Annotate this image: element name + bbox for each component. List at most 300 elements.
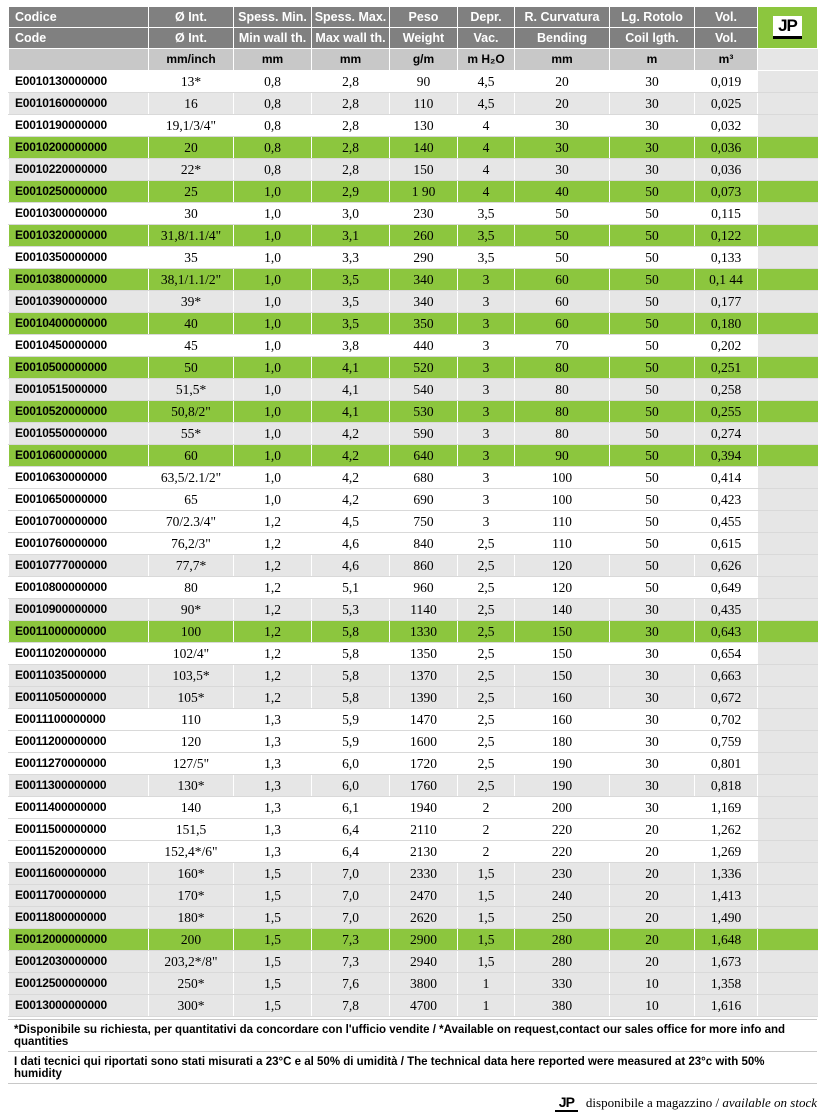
volume-cell: 0,036	[695, 159, 758, 181]
coil-length-cell: 30	[610, 159, 695, 181]
inner-diameter-cell: 120	[149, 731, 234, 753]
coil-length-cell: 30	[610, 115, 695, 137]
table-row	[9, 819, 818, 841]
max-wall-thickness-cell: 6,0	[312, 775, 390, 797]
coil-length-cell: 30	[610, 137, 695, 159]
volume-cell: 0,122	[695, 225, 758, 247]
weight-cell: 1370	[390, 665, 458, 687]
product-code-cell: E0010190000000	[9, 115, 149, 137]
header-max-thickness-it: Spess. Max.	[312, 7, 390, 28]
volume-cell: 0,615	[695, 533, 758, 555]
product-code-cell: E0011300000000	[9, 775, 149, 797]
weight-cell: 340	[390, 269, 458, 291]
coil-length-cell: 20	[610, 907, 695, 929]
weight-cell: 150	[390, 159, 458, 181]
vacuum-cell: 2,5	[458, 753, 515, 775]
weight-cell: 1940	[390, 797, 458, 819]
weight-cell: 290	[390, 247, 458, 269]
inner-diameter-cell: 40	[149, 313, 234, 335]
table-row	[9, 687, 818, 709]
brand-logo-cell	[758, 7, 818, 49]
row-spacer	[758, 511, 818, 533]
product-code-cell: E0010630000000	[9, 467, 149, 489]
vacuum-cell: 1	[458, 995, 515, 1017]
row-spacer	[758, 379, 818, 401]
coil-length-cell: 20	[610, 885, 695, 907]
max-wall-thickness-cell: 6,1	[312, 797, 390, 819]
min-wall-thickness-cell: 0,8	[234, 137, 312, 159]
inner-diameter-cell: 102/4"	[149, 643, 234, 665]
weight-cell: 2330	[390, 863, 458, 885]
weight-cell: 860	[390, 555, 458, 577]
header-weight-en: Weight	[390, 28, 458, 49]
coil-length-cell: 50	[610, 577, 695, 599]
product-code-cell: E0011035000000	[9, 665, 149, 687]
row-spacer	[758, 115, 818, 137]
weight-cell: 750	[390, 511, 458, 533]
volume-cell: 0,759	[695, 731, 758, 753]
inner-diameter-cell: 200	[149, 929, 234, 951]
header-volume-en: Vol.	[695, 28, 758, 49]
vacuum-cell: 2,5	[458, 533, 515, 555]
bending-radius-cell: 380	[515, 995, 610, 1017]
coil-length-cell: 50	[610, 445, 695, 467]
footnote-availability: *Disponibile su richiesta, per quantitativi da concordare con l'ufficio vendite / *Available on request,contact our sales office for more info and quantities	[8, 1019, 817, 1052]
vacuum-cell: 3	[458, 511, 515, 533]
unit-spacer	[758, 49, 818, 71]
weight-cell: 680	[390, 467, 458, 489]
product-code-cell: E0010390000000	[9, 291, 149, 313]
stock-legend-it: disponibile a magazzino	[585, 1095, 713, 1110]
min-wall-thickness-cell: 1,2	[234, 621, 312, 643]
inner-diameter-cell: 90*	[149, 599, 234, 621]
max-wall-thickness-cell: 4,6	[312, 533, 390, 555]
min-wall-thickness-cell: 1,2	[234, 533, 312, 555]
volume-cell: 0,177	[695, 291, 758, 313]
unit-bending: mm	[515, 49, 610, 71]
bending-radius-cell: 160	[515, 709, 610, 731]
weight-cell: 640	[390, 445, 458, 467]
row-spacer	[758, 643, 818, 665]
vacuum-cell: 3	[458, 357, 515, 379]
volume-cell: 1,413	[695, 885, 758, 907]
product-code-cell: E0013000000000	[9, 995, 149, 1017]
bending-radius-cell: 150	[515, 665, 610, 687]
max-wall-thickness-cell: 6,4	[312, 841, 390, 863]
min-wall-thickness-cell: 1,0	[234, 401, 312, 423]
table-row	[9, 555, 818, 577]
row-spacer	[758, 313, 818, 335]
row-spacer	[758, 907, 818, 929]
table-row	[9, 709, 818, 731]
inner-diameter-cell: 50,8/2"	[149, 401, 234, 423]
coil-length-cell: 20	[610, 841, 695, 863]
volume-cell: 1,673	[695, 951, 758, 973]
stock-legend-separator: /	[712, 1095, 723, 1110]
product-code-cell: E0011050000000	[9, 687, 149, 709]
header-code-it: Codice	[9, 7, 149, 28]
bending-radius-cell: 190	[515, 775, 610, 797]
inner-diameter-cell: 13*	[149, 71, 234, 93]
volume-cell: 1,269	[695, 841, 758, 863]
table-row	[9, 489, 818, 511]
product-code-cell: E0012500000000	[9, 973, 149, 995]
weight-cell: 230	[390, 203, 458, 225]
bending-radius-cell: 250	[515, 907, 610, 929]
min-wall-thickness-cell: 1,3	[234, 753, 312, 775]
weight-cell: 1 90	[390, 181, 458, 203]
bending-radius-cell: 150	[515, 643, 610, 665]
max-wall-thickness-cell: 3,8	[312, 335, 390, 357]
inner-diameter-cell: 70/2.3/4"	[149, 511, 234, 533]
coil-length-cell: 50	[610, 335, 695, 357]
product-code-cell: E0010800000000	[9, 577, 149, 599]
vacuum-cell: 1,5	[458, 951, 515, 973]
min-wall-thickness-cell: 0,8	[234, 115, 312, 137]
inner-diameter-cell: 19,1/3/4"	[149, 115, 234, 137]
table-row	[9, 533, 818, 555]
row-spacer	[758, 709, 818, 731]
weight-cell: 350	[390, 313, 458, 335]
max-wall-thickness-cell: 2,8	[312, 115, 390, 137]
vacuum-cell: 3	[458, 401, 515, 423]
weight-cell: 1140	[390, 599, 458, 621]
header-vacuum-it: Depr.	[458, 7, 515, 28]
max-wall-thickness-cell: 4,2	[312, 423, 390, 445]
min-wall-thickness-cell: 1,2	[234, 643, 312, 665]
max-wall-thickness-cell: 7,0	[312, 885, 390, 907]
product-specification-table	[8, 6, 818, 1017]
unit-volume: m³	[695, 49, 758, 71]
coil-length-cell: 50	[610, 379, 695, 401]
bending-radius-cell: 60	[515, 313, 610, 335]
inner-diameter-cell: 250*	[149, 973, 234, 995]
table-row	[9, 621, 818, 643]
product-code-cell: E0011400000000	[9, 797, 149, 819]
volume-cell: 0,115	[695, 203, 758, 225]
vacuum-cell: 2,5	[458, 709, 515, 731]
max-wall-thickness-cell: 7,0	[312, 863, 390, 885]
table-row	[9, 665, 818, 687]
vacuum-cell: 4	[458, 115, 515, 137]
weight-cell: 2620	[390, 907, 458, 929]
coil-length-cell: 30	[610, 709, 695, 731]
vacuum-cell: 1,5	[458, 863, 515, 885]
min-wall-thickness-cell: 1,3	[234, 841, 312, 863]
table-row	[9, 401, 818, 423]
header-code-en: Code	[9, 28, 149, 49]
jp-logo-legend-icon: JP	[555, 1094, 578, 1112]
row-spacer	[758, 555, 818, 577]
inner-diameter-cell: 180*	[149, 907, 234, 929]
bending-radius-cell: 280	[515, 929, 610, 951]
table-row	[9, 995, 818, 1017]
brand-logo-wrap	[758, 7, 817, 48]
bending-radius-cell: 120	[515, 577, 610, 599]
volume-cell: 0,019	[695, 71, 758, 93]
unit-code	[9, 49, 149, 71]
coil-length-cell: 30	[610, 643, 695, 665]
coil-length-cell: 30	[610, 665, 695, 687]
bending-radius-cell: 20	[515, 93, 610, 115]
weight-cell: 1470	[390, 709, 458, 731]
stock-legend-en: available on stock	[722, 1095, 817, 1110]
table-row	[9, 291, 818, 313]
bending-radius-cell: 50	[515, 203, 610, 225]
min-wall-thickness-cell: 1,0	[234, 357, 312, 379]
row-spacer	[758, 401, 818, 423]
bending-radius-cell: 100	[515, 489, 610, 511]
product-code-cell: E0010500000000	[9, 357, 149, 379]
product-code-cell: E0011270000000	[9, 753, 149, 775]
table-row	[9, 797, 818, 819]
inner-diameter-cell: 51,5*	[149, 379, 234, 401]
coil-length-cell: 50	[610, 423, 695, 445]
vacuum-cell: 3	[458, 445, 515, 467]
bending-radius-cell: 70	[515, 335, 610, 357]
row-spacer	[758, 71, 818, 93]
volume-cell: 0,702	[695, 709, 758, 731]
inner-diameter-cell: 60	[149, 445, 234, 467]
volume-cell: 0,818	[695, 775, 758, 797]
min-wall-thickness-cell: 1,2	[234, 665, 312, 687]
inner-diameter-cell: 35	[149, 247, 234, 269]
volume-cell: 0,626	[695, 555, 758, 577]
product-code-cell: E0010380000000	[9, 269, 149, 291]
bending-radius-cell: 330	[515, 973, 610, 995]
inner-diameter-cell: 39*	[149, 291, 234, 313]
max-wall-thickness-cell: 4,1	[312, 401, 390, 423]
max-wall-thickness-cell: 7,3	[312, 951, 390, 973]
weight-cell: 4700	[390, 995, 458, 1017]
max-wall-thickness-cell: 5,8	[312, 687, 390, 709]
max-wall-thickness-cell: 4,1	[312, 379, 390, 401]
min-wall-thickness-cell: 1,5	[234, 973, 312, 995]
inner-diameter-cell: 65	[149, 489, 234, 511]
row-spacer	[758, 753, 818, 775]
unit-weight: g/m	[390, 49, 458, 71]
table-header-row-english	[9, 28, 818, 49]
inner-diameter-cell: 63,5/2.1/2"	[149, 467, 234, 489]
table-row	[9, 643, 818, 665]
coil-length-cell: 30	[610, 731, 695, 753]
unit-max-thickness: mm	[312, 49, 390, 71]
min-wall-thickness-cell: 1,0	[234, 467, 312, 489]
volume-cell: 0,663	[695, 665, 758, 687]
max-wall-thickness-cell: 4,2	[312, 467, 390, 489]
coil-length-cell: 20	[610, 819, 695, 841]
header-coil-length-en: Coil lgth.	[610, 28, 695, 49]
coil-length-cell: 50	[610, 269, 695, 291]
product-code-cell: E0011000000000	[9, 621, 149, 643]
product-code-cell: E0010900000000	[9, 599, 149, 621]
bending-radius-cell: 40	[515, 181, 610, 203]
bending-radius-cell: 280	[515, 951, 610, 973]
bending-radius-cell: 50	[515, 225, 610, 247]
product-code-cell: E0010760000000	[9, 533, 149, 555]
row-spacer	[758, 577, 818, 599]
weight-cell: 130	[390, 115, 458, 137]
table-row	[9, 445, 818, 467]
min-wall-thickness-cell: 1,0	[234, 423, 312, 445]
volume-cell: 0,180	[695, 313, 758, 335]
table-row	[9, 357, 818, 379]
max-wall-thickness-cell: 3,1	[312, 225, 390, 247]
bending-radius-cell: 220	[515, 841, 610, 863]
volume-cell: 1,616	[695, 995, 758, 1017]
weight-cell: 440	[390, 335, 458, 357]
row-spacer	[758, 467, 818, 489]
row-spacer	[758, 445, 818, 467]
inner-diameter-cell: 76,2/3"	[149, 533, 234, 555]
table-row	[9, 731, 818, 753]
table-row	[9, 577, 818, 599]
min-wall-thickness-cell: 1,0	[234, 335, 312, 357]
row-spacer	[758, 621, 818, 643]
product-code-cell: E0010650000000	[9, 489, 149, 511]
inner-diameter-cell: 170*	[149, 885, 234, 907]
weight-cell: 2940	[390, 951, 458, 973]
vacuum-cell: 2,5	[458, 665, 515, 687]
volume-cell: 1,490	[695, 907, 758, 929]
row-spacer	[758, 269, 818, 291]
coil-length-cell: 20	[610, 863, 695, 885]
weight-cell: 530	[390, 401, 458, 423]
inner-diameter-cell: 55*	[149, 423, 234, 445]
vacuum-cell: 4	[458, 181, 515, 203]
table-row	[9, 247, 818, 269]
product-code-cell: E0010220000000	[9, 159, 149, 181]
max-wall-thickness-cell: 5,8	[312, 665, 390, 687]
coil-length-cell: 50	[610, 401, 695, 423]
row-spacer	[758, 93, 818, 115]
max-wall-thickness-cell: 2,9	[312, 181, 390, 203]
row-spacer	[758, 137, 818, 159]
table-row	[9, 753, 818, 775]
volume-cell: 0,032	[695, 115, 758, 137]
vacuum-cell: 3,5	[458, 225, 515, 247]
min-wall-thickness-cell: 0,8	[234, 159, 312, 181]
product-code-cell: E0011700000000	[9, 885, 149, 907]
table-row	[9, 863, 818, 885]
volume-cell: 0,025	[695, 93, 758, 115]
table-row	[9, 929, 818, 951]
weight-cell: 2130	[390, 841, 458, 863]
table-row	[9, 335, 818, 357]
volume-cell: 0,643	[695, 621, 758, 643]
min-wall-thickness-cell: 1,3	[234, 731, 312, 753]
stock-legend-text	[586, 1095, 817, 1111]
min-wall-thickness-cell: 1,5	[234, 863, 312, 885]
coil-length-cell: 50	[610, 357, 695, 379]
product-code-cell: E0011500000000	[9, 819, 149, 841]
min-wall-thickness-cell: 0,8	[234, 71, 312, 93]
weight-cell: 840	[390, 533, 458, 555]
bending-radius-cell: 80	[515, 401, 610, 423]
row-spacer	[758, 247, 818, 269]
weight-cell: 520	[390, 357, 458, 379]
header-min-thickness-en: Min wall th.	[234, 28, 312, 49]
bending-radius-cell: 90	[515, 445, 610, 467]
volume-cell: 0,394	[695, 445, 758, 467]
product-code-cell: E0012030000000	[9, 951, 149, 973]
bending-radius-cell: 20	[515, 71, 610, 93]
vacuum-cell: 3	[458, 313, 515, 335]
coil-length-cell: 50	[610, 225, 695, 247]
volume-cell: 0,1 44	[695, 269, 758, 291]
bending-radius-cell: 150	[515, 621, 610, 643]
header-coil-length-it: Lg. Rotolo	[610, 7, 695, 28]
max-wall-thickness-cell: 5,9	[312, 709, 390, 731]
max-wall-thickness-cell: 3,5	[312, 291, 390, 313]
header-min-thickness-it: Spess. Min.	[234, 7, 312, 28]
max-wall-thickness-cell: 2,8	[312, 71, 390, 93]
inner-diameter-cell: 203,2*/8"	[149, 951, 234, 973]
volume-cell: 0,251	[695, 357, 758, 379]
bending-radius-cell: 60	[515, 291, 610, 313]
product-code-cell: E0010700000000	[9, 511, 149, 533]
max-wall-thickness-cell: 7,8	[312, 995, 390, 1017]
min-wall-thickness-cell: 1,2	[234, 555, 312, 577]
bending-radius-cell: 120	[515, 555, 610, 577]
max-wall-thickness-cell: 5,8	[312, 621, 390, 643]
min-wall-thickness-cell: 1,2	[234, 599, 312, 621]
table-row	[9, 951, 818, 973]
vacuum-cell: 4	[458, 159, 515, 181]
min-wall-thickness-cell: 1,3	[234, 797, 312, 819]
volume-cell: 0,801	[695, 753, 758, 775]
max-wall-thickness-cell: 5,9	[312, 731, 390, 753]
vacuum-cell: 2,5	[458, 577, 515, 599]
table-units-row	[9, 49, 818, 71]
weight-cell: 1330	[390, 621, 458, 643]
min-wall-thickness-cell: 1,2	[234, 687, 312, 709]
vacuum-cell: 3	[458, 269, 515, 291]
vacuum-cell: 1,5	[458, 929, 515, 951]
row-spacer	[758, 533, 818, 555]
min-wall-thickness-cell: 1,2	[234, 577, 312, 599]
volume-cell: 0,133	[695, 247, 758, 269]
volume-cell: 1,336	[695, 863, 758, 885]
row-spacer	[758, 225, 818, 247]
product-code-cell: E0010520000000	[9, 401, 149, 423]
table-row	[9, 115, 818, 137]
vacuum-cell: 3,5	[458, 203, 515, 225]
row-spacer	[758, 687, 818, 709]
table-header-row-italian	[9, 7, 818, 28]
bending-radius-cell: 110	[515, 511, 610, 533]
vacuum-cell: 2,5	[458, 731, 515, 753]
bending-radius-cell: 180	[515, 731, 610, 753]
weight-cell: 140	[390, 137, 458, 159]
vacuum-cell: 3	[458, 489, 515, 511]
row-spacer	[758, 731, 818, 753]
header-bending-en: Bending	[515, 28, 610, 49]
inner-diameter-cell: 30	[149, 203, 234, 225]
product-code-cell: E0010250000000	[9, 181, 149, 203]
max-wall-thickness-cell: 7,3	[312, 929, 390, 951]
row-spacer	[758, 291, 818, 313]
max-wall-thickness-cell: 3,3	[312, 247, 390, 269]
product-code-cell: E0012000000000	[9, 929, 149, 951]
vacuum-cell: 2,5	[458, 555, 515, 577]
vacuum-cell: 3	[458, 291, 515, 313]
bending-radius-cell: 60	[515, 269, 610, 291]
coil-length-cell: 50	[610, 511, 695, 533]
max-wall-thickness-cell: 5,8	[312, 643, 390, 665]
inner-diameter-cell: 105*	[149, 687, 234, 709]
min-wall-thickness-cell: 1,0	[234, 489, 312, 511]
